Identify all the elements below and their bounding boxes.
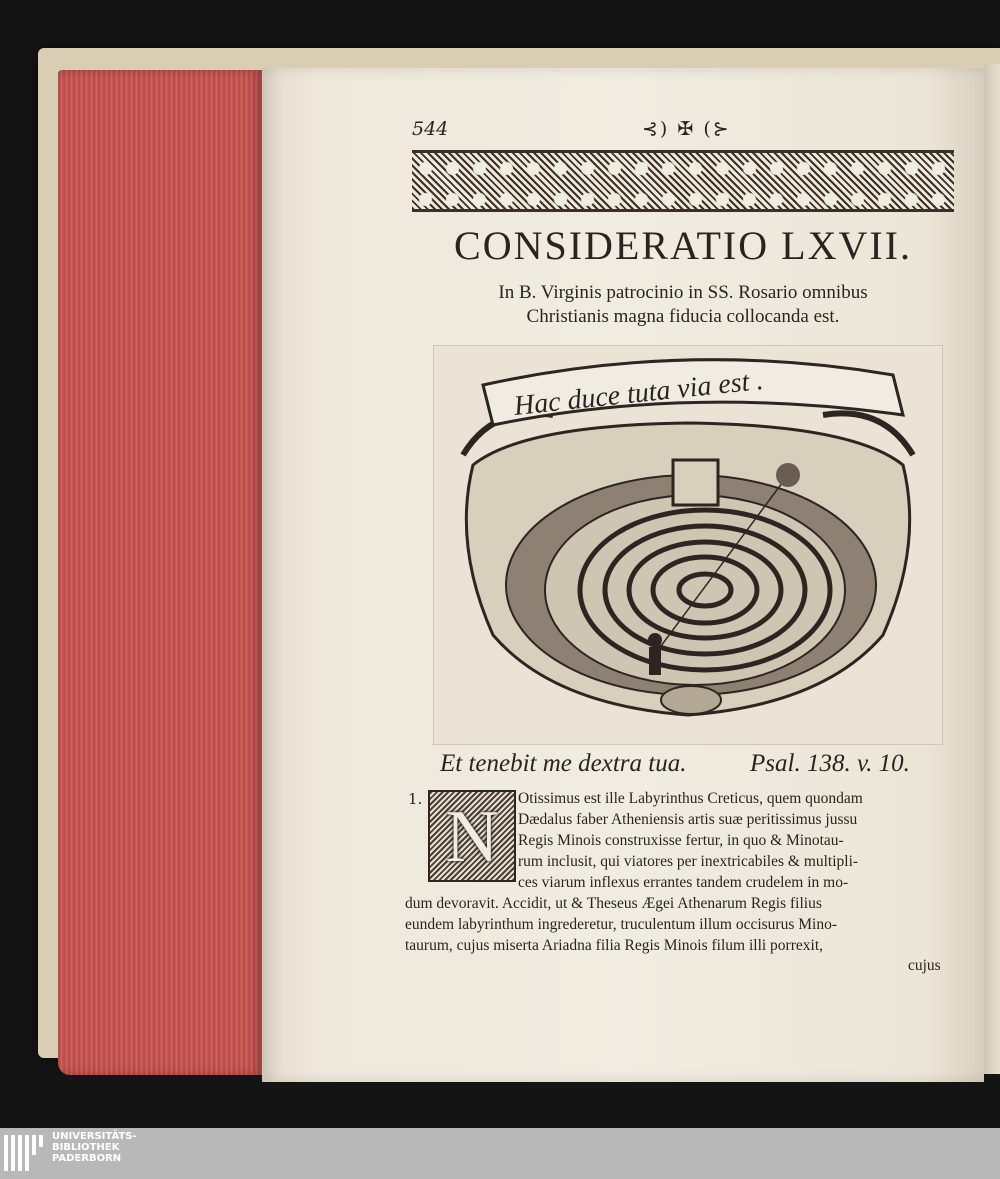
page-edges-red: [58, 70, 263, 1075]
next-page-edge: [984, 64, 1000, 1074]
catchword: cujus: [908, 957, 941, 974]
labyrinth-engraving: [433, 345, 943, 745]
chapter-title: CONSIDERATIO LXVII.: [454, 223, 912, 268]
ornamental-border: [412, 150, 954, 212]
body-line: Otissimus est ille Labyrinthus Creticus, quem quondam: [518, 790, 863, 807]
running-header: [412, 118, 952, 146]
body-line: Regis Minois construxisse fertur, in quo & Minotau-: [518, 832, 844, 849]
body-line: rum inclusit, qui viatores per inextricabiles & multipli-: [518, 853, 859, 870]
library-line-2: BIBLIOTHEK: [52, 1142, 120, 1153]
body-line: dum devoravit. Accidit, ut & Theseus Ægei Athenarum Regis filius: [405, 895, 822, 912]
body-line: eundem labyrinthum ingrederetur, truculentum illum occisurus Mino-: [405, 916, 837, 933]
library-line-3: PADERBORN: [52, 1153, 122, 1164]
decorated-initial: [428, 790, 516, 882]
body-line: Dædalus faber Atheniensis artis suæ peritissimus jussu: [518, 811, 858, 828]
library-logo-icon: [4, 1135, 44, 1171]
library-name: [52, 1131, 137, 1164]
caption-text: Et tenebit me dextra tua.: [440, 750, 687, 777]
page-number: 544: [412, 118, 449, 140]
initial-letter: N: [445, 796, 499, 878]
header-ornament: ⊰) ✠ (⊱: [642, 118, 731, 140]
engraving-motto: Hac duce tuta via est .: [512, 364, 765, 422]
body-line: ces viarum inflexus errantes tandem crudelem in mo-: [518, 874, 849, 891]
library-line-1: UNIVERSITÄTS-: [52, 1131, 137, 1142]
subtitle-line-2: Christianis magna fiducia collocanda est.: [526, 306, 840, 327]
subtitle-line-1: In B. Virginis patrocinio in SS. Rosario omnibus: [498, 282, 868, 303]
paragraph-number: 1.: [408, 790, 423, 808]
library-footer: [0, 1128, 1000, 1179]
caption: [440, 750, 940, 778]
body-line: taurum, cujus miserta Ariadna filia Regis Minois filum illi porrexit,: [405, 937, 824, 954]
psalm-reference: Psal. 138. v. 10.: [750, 750, 910, 777]
